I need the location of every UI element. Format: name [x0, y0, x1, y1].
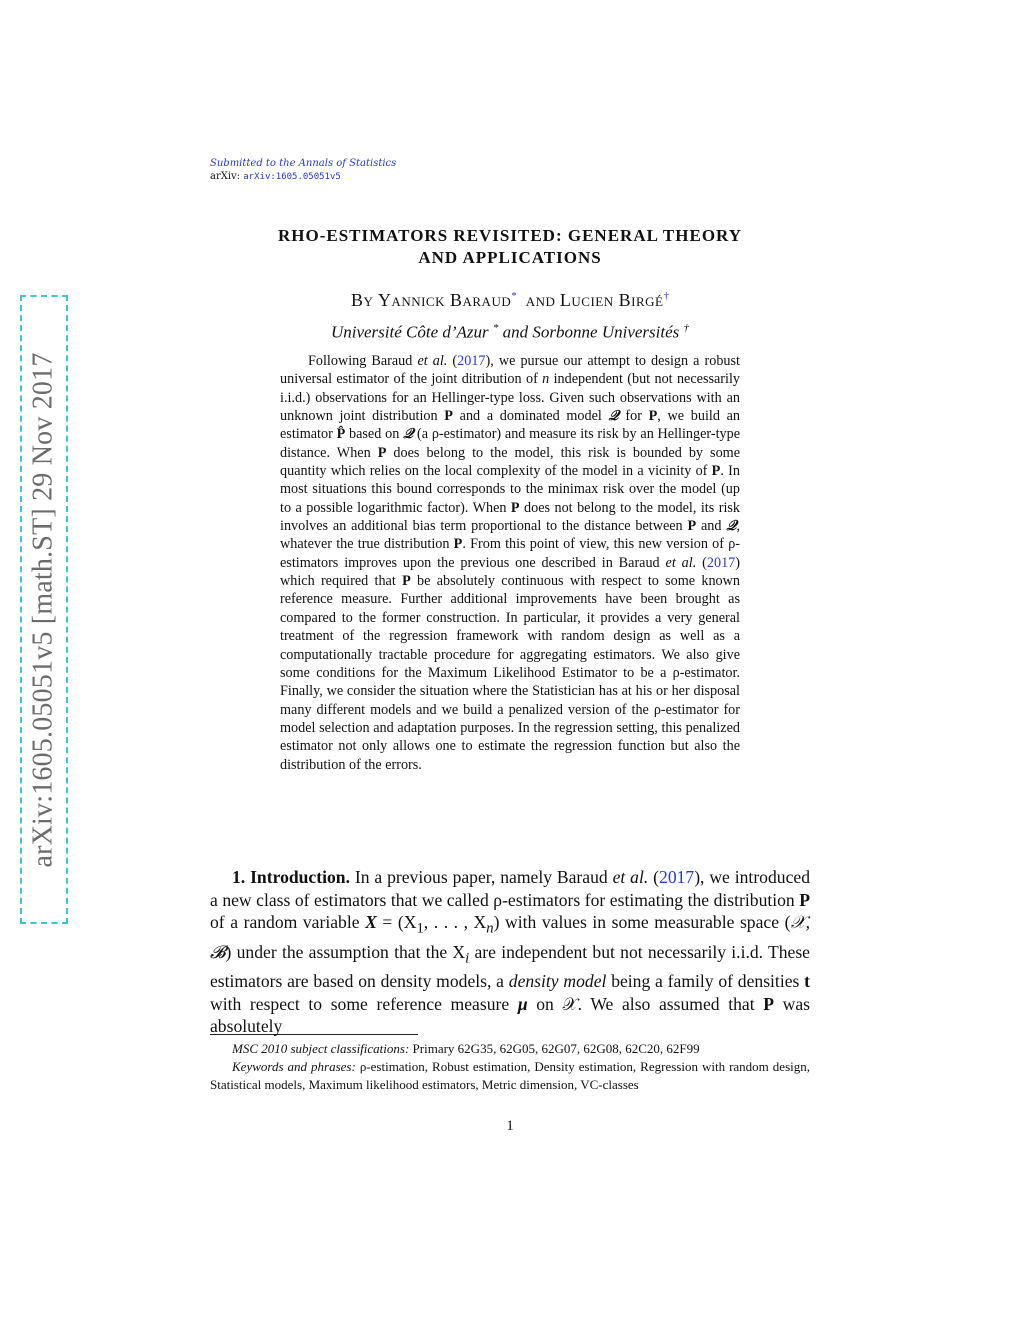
keywords-text: ρ-estimation, Robust estimation, Density estimation, Regression with random design, Statistical models, Maximum likelihood estimators, Metric dimension, VC-classes — [210, 1059, 810, 1092]
submission-note — [210, 157, 396, 184]
math-mu: μ — [517, 993, 528, 1014]
abstract-text: ), we pursue our attempt to design a robust universal estimator of the joint ditribution of — [280, 353, 740, 388]
arxiv-label: arXiv: — [210, 171, 241, 182]
abstract — [280, 352, 740, 774]
intro-text: ), we introduced a new class of estimators that we called ρ-estimators for estimating the distribution — [210, 867, 810, 910]
affiliation-2-mark: † — [683, 322, 690, 334]
math-P: P — [687, 518, 697, 535]
affiliation-and: and — [502, 322, 529, 342]
paper-title — [210, 225, 810, 269]
abstract-text: be absolutely continuous with respect to some known reference measure. Further additional improvements have been brought as compared to the former construction. In particular, it provides a very general treatment of the regression framework with random design as well as a computationally tractable procedure for aggregating estimators. We also give some conditions for the Maximum Likelihood Estimator to be a ρ-estimator. Finally, we consider the situation where the Statistician has at his or her disposal many different models and we build a penalized version of the ρ-estimator for model selection and adaptation purposes. In the regression setting, this penalized estimator not only allows one to estimate the regression function but also the distribution of the errors. — [280, 573, 740, 773]
intro-etal: et al. — [612, 867, 649, 887]
author-2-mark[interactable]: † — [663, 290, 669, 302]
intro-text: = (X — [376, 912, 417, 933]
intro-text: are independent but not necessarily i.i.d. These estimators are based on density models, a — [210, 941, 810, 991]
abstract-text: , whatever the true distribution — [280, 518, 740, 553]
abstract-text: ( — [696, 554, 707, 571]
affiliation-2: Sorbonne Universités — [532, 322, 680, 342]
citation-link[interactable]: 2017 — [457, 353, 486, 369]
abstract-text: (a ρ-estimator) and measure its risk by an Hellinger-type distance. When — [280, 426, 740, 461]
intro-text: was absolutely — [210, 993, 810, 1037]
intro-text: ) with values in some measurable space ( — [493, 912, 791, 933]
abstract-text: Following Baraud — [308, 353, 418, 369]
abstract-text: ) which required that — [280, 554, 740, 590]
abstract-text: does belong to the model, this risk is bounded by some quantity which relies on the local complexity of the model in a vicinity of — [280, 444, 740, 480]
density-model-term: density model — [508, 970, 607, 991]
math-P: P — [377, 444, 387, 461]
arxiv-stamp-text: arXiv:1605.05051v5 [math.ST] 29 Nov 2017 — [28, 351, 59, 868]
math-P: P — [799, 889, 810, 910]
intro-text: In a previous paper, namely Baraud — [349, 867, 613, 887]
math-X: X — [365, 912, 377, 933]
msc-text: Primary 62G35, 62G05, 62G07, 62G08, 62C20, 62F99 — [409, 1041, 700, 1056]
arxiv-side-stamp — [20, 295, 68, 924]
math-P: P — [763, 993, 774, 1014]
math-P: P — [510, 499, 520, 516]
author-line — [210, 290, 810, 311]
math-Q: 𝒬 — [403, 426, 414, 443]
abstract-text: and — [696, 518, 727, 535]
math-P-hat: P̂ — [336, 426, 346, 443]
abstract-etal: et al. — [417, 353, 448, 369]
and-word: and — [525, 290, 556, 310]
intro-text: ( — [648, 867, 660, 887]
abstract-etal: et al. — [665, 554, 697, 571]
abstract-text: for — [618, 408, 649, 425]
abstract-text: based on — [345, 426, 404, 443]
math-space: 𝒳, 𝓑 — [210, 912, 810, 962]
math-Q: 𝒬 — [726, 518, 737, 535]
affiliation-line — [210, 322, 810, 343]
abstract-text: independent (but not necessarily i.i.d.) observations for an Hellinger-type loss. Given such observations with an unknown joint distribution — [280, 371, 740, 425]
title-line-2: AND APPLICATIONS — [418, 248, 602, 267]
math-P: P — [453, 536, 463, 553]
math-P: P — [648, 408, 658, 425]
footnotes — [210, 1040, 810, 1094]
math-subscript: i — [465, 950, 470, 967]
section-heading: 1. Introduction. — [232, 867, 350, 887]
arxiv-id-link[interactable]: arXiv:1605.05051v5 — [243, 172, 341, 182]
keywords-footnote — [210, 1058, 810, 1094]
math-Q: 𝒬 — [608, 408, 619, 425]
intro-text: being a family of densities — [606, 970, 805, 991]
math-P: P — [444, 408, 453, 425]
citation-link[interactable]: 2017 — [659, 867, 695, 887]
abstract-text: , we build an estimator — [280, 408, 740, 443]
page-number: 1 — [506, 1118, 514, 1134]
math-subscript: n — [486, 920, 494, 937]
intro-text: with respect to some reference measure — [210, 993, 518, 1014]
affiliation-1-mark: * — [492, 322, 499, 334]
math-P: P — [402, 573, 411, 590]
intro-text: ) under the assumption that the X — [225, 941, 466, 962]
math-P: P — [711, 463, 721, 480]
arxiv-line — [210, 170, 396, 184]
intro-text: on 𝒳. We also assumed that — [527, 993, 764, 1014]
math-n: n — [542, 371, 550, 388]
abstract-text: . In most situations this bound corresponds to the minimax risk over the model (up to a possible logarithmic factor). When — [280, 463, 740, 516]
author-1: Yannick Baraud — [377, 290, 512, 310]
citation-link[interactable]: 2017 — [706, 554, 736, 571]
author-2: Lucien Birgé — [559, 290, 664, 310]
affiliation-1: Université Côte d’Azur — [330, 322, 489, 342]
abstract-text: ( — [447, 353, 458, 369]
msc-label: MSC 2010 subject classifications: — [232, 1041, 410, 1056]
abstract-text: and a dominated model — [452, 408, 609, 425]
intro-text: of a random variable — [210, 912, 366, 933]
footnote-rule — [210, 1034, 418, 1035]
by-word: By — [351, 290, 374, 310]
journal-link[interactable]: Submitted to the Annals of Statistics — [210, 158, 397, 169]
abstract-text: does not belong to the model, its risk involves an additional bias term proportional to the distance between — [280, 499, 741, 535]
title-line-1: RHO-ESTIMATORS REVISITED: GENERAL THEORY — [277, 226, 743, 245]
author-1-mark[interactable]: * — [511, 290, 517, 302]
introduction-paragraph — [210, 866, 810, 1038]
math-t: t — [804, 970, 811, 991]
intro-text: , . . . , X — [423, 912, 487, 933]
math-subscript: 1 — [416, 920, 424, 937]
msc-footnote — [210, 1040, 810, 1058]
keywords-label: Keywords and phrases: — [232, 1059, 356, 1074]
abstract-text: . From this point of view, this new version of ρ-estimators improves upon the previous one described in Baraud — [280, 536, 740, 571]
